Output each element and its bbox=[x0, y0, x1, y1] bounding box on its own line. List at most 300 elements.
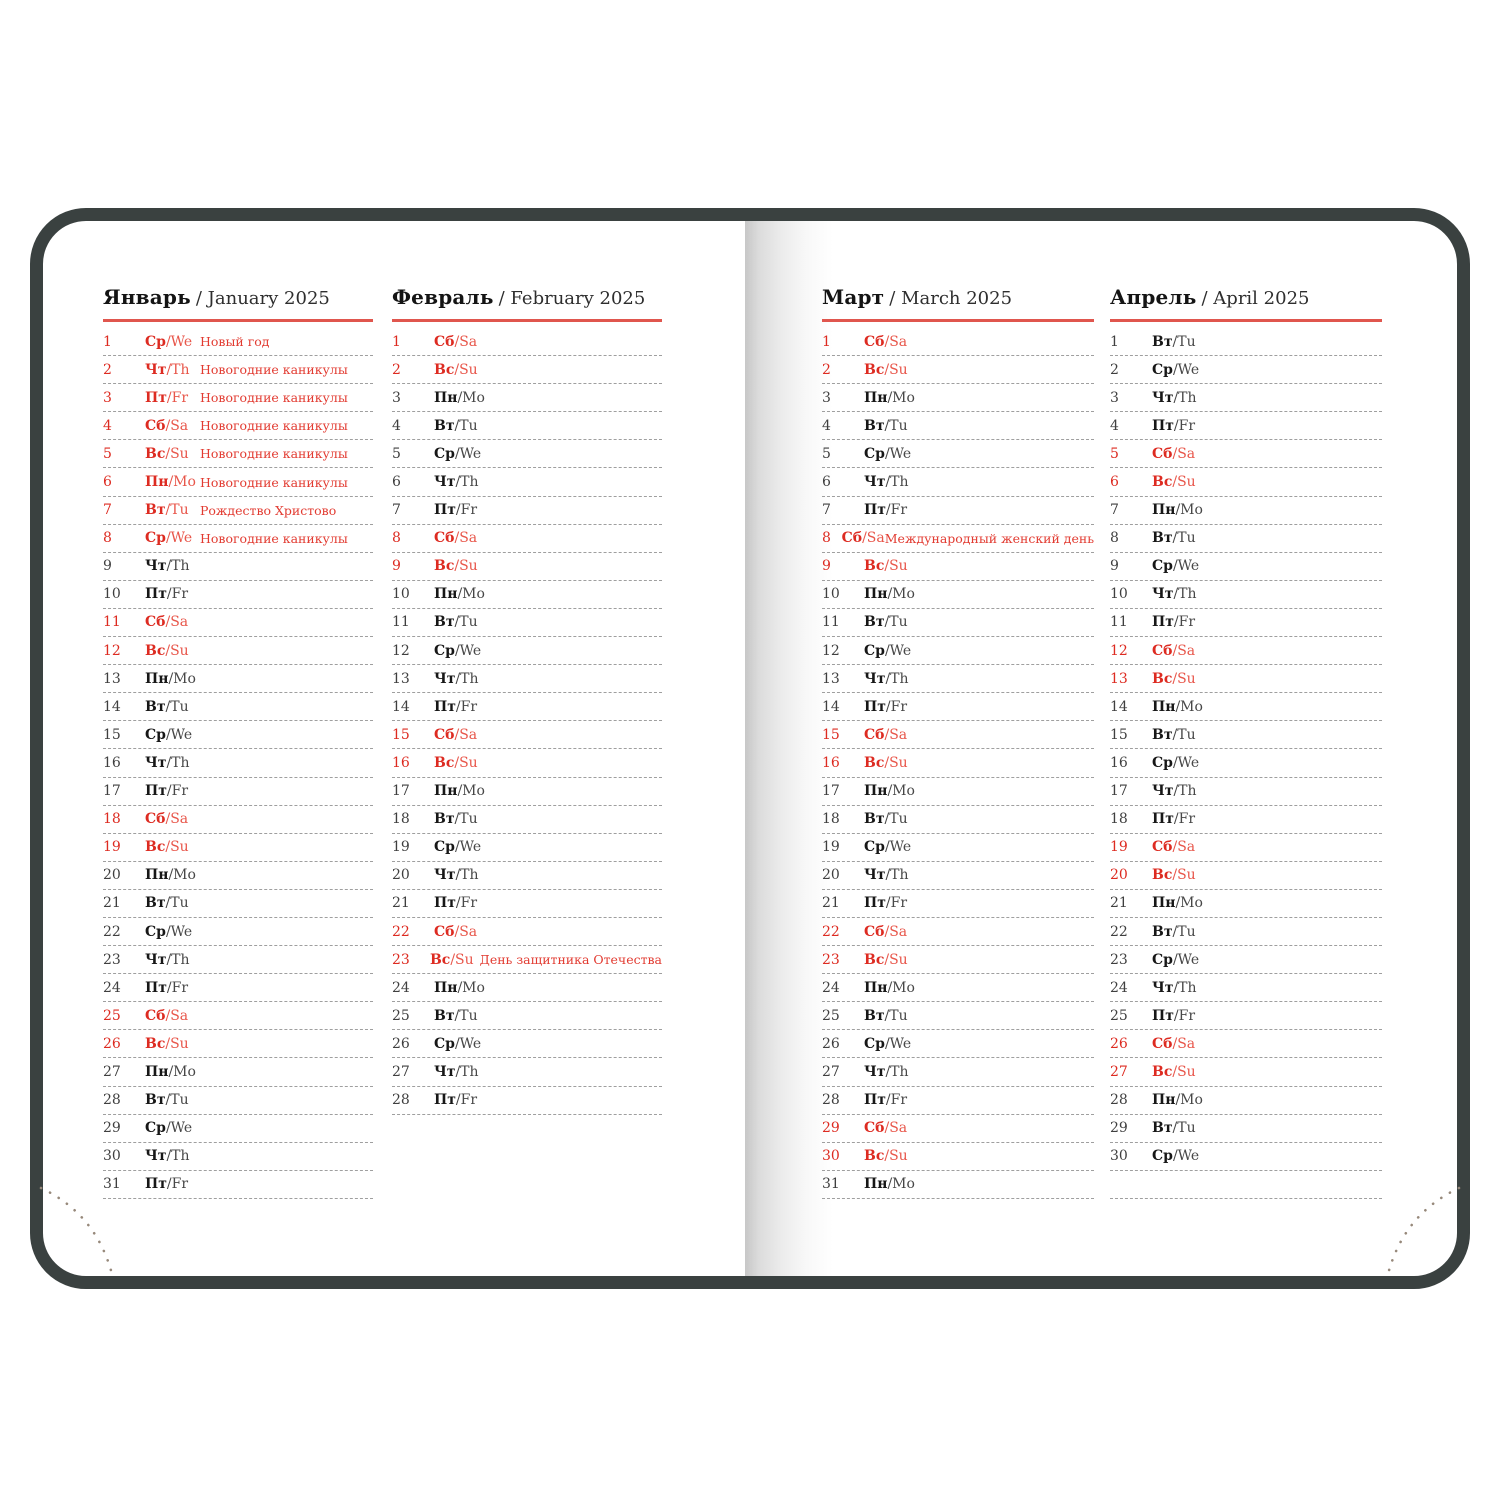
day-row bbox=[1110, 974, 1382, 1002]
day-number: 6 bbox=[822, 474, 831, 491]
day-number: 18 bbox=[822, 811, 840, 828]
day-number: 6 bbox=[1110, 474, 1119, 491]
day-number: 14 bbox=[1110, 698, 1128, 715]
day-number: 11 bbox=[392, 614, 410, 631]
day-row bbox=[822, 356, 1094, 384]
day-row bbox=[822, 412, 1094, 440]
weekday-label: Ср/We bbox=[864, 839, 912, 856]
day-number: 4 bbox=[392, 417, 401, 434]
day-number: 26 bbox=[822, 1035, 840, 1052]
day-number: 28 bbox=[822, 1092, 840, 1109]
day-number: 3 bbox=[103, 389, 112, 406]
day-row bbox=[103, 412, 373, 440]
weekday-label: Пн/Mo bbox=[145, 670, 196, 687]
day-row bbox=[392, 1030, 662, 1058]
day-number: 21 bbox=[1110, 895, 1128, 912]
day-row bbox=[103, 721, 373, 749]
day-number: 29 bbox=[1110, 1120, 1128, 1137]
weekday-label: Чт/Th bbox=[145, 361, 190, 378]
day-number: 19 bbox=[822, 839, 840, 856]
weekday-label: Пт/Fr bbox=[145, 389, 189, 406]
day-row bbox=[822, 1171, 1094, 1199]
day-row bbox=[392, 497, 662, 525]
weekday-label: Ср/We bbox=[145, 530, 193, 547]
day-number: 18 bbox=[392, 811, 410, 828]
day-number: 25 bbox=[822, 1007, 840, 1024]
day-number: 26 bbox=[392, 1035, 410, 1052]
day-number: 3 bbox=[822, 389, 831, 406]
day-number: 5 bbox=[103, 445, 112, 462]
weekday-label: Пт/Fr bbox=[145, 783, 189, 800]
weekday-label: Ср/We bbox=[145, 333, 193, 350]
day-number: 30 bbox=[103, 1148, 121, 1165]
day-number: 24 bbox=[392, 979, 410, 996]
weekday-label: Чт/Th bbox=[864, 1063, 909, 1080]
weekday-label: Чт/Th bbox=[864, 474, 909, 491]
day-row bbox=[392, 609, 662, 637]
day-row bbox=[392, 468, 662, 496]
day-row bbox=[103, 384, 373, 412]
day-number: 1 bbox=[103, 333, 112, 350]
weekday-label: Сб/Sa bbox=[145, 417, 189, 434]
day-row bbox=[103, 918, 373, 946]
day-row bbox=[1110, 637, 1382, 665]
weekday-label: Чт/Th bbox=[434, 670, 479, 687]
day-rows bbox=[392, 328, 662, 1115]
month-title-ru: Апрель bbox=[1110, 285, 1197, 309]
day-number: 28 bbox=[392, 1092, 410, 1109]
day-row bbox=[103, 1171, 373, 1199]
day-row bbox=[822, 862, 1094, 890]
weekday-label: Пн/Mo bbox=[145, 1063, 196, 1080]
weekday-label: Ср/We bbox=[1152, 951, 1200, 968]
weekday-label: Пн/Mo bbox=[864, 389, 915, 406]
day-row bbox=[103, 749, 373, 777]
day-number: 5 bbox=[392, 445, 401, 462]
day-row bbox=[103, 946, 373, 974]
day-number: 28 bbox=[1110, 1092, 1128, 1109]
weekday-label: Чт/Th bbox=[1152, 586, 1197, 603]
weekday-label: Вт/Tu bbox=[145, 895, 189, 912]
day-row bbox=[103, 665, 373, 693]
day-row bbox=[1110, 328, 1382, 356]
day-row bbox=[103, 637, 373, 665]
day-row bbox=[1110, 862, 1382, 890]
day-number: 6 bbox=[103, 474, 112, 491]
day-number: 15 bbox=[392, 726, 410, 743]
weekday-label: Пт/Fr bbox=[434, 698, 478, 715]
day-number: 8 bbox=[1110, 530, 1119, 547]
weekday-label: Вт/Tu bbox=[1152, 333, 1196, 350]
day-number: 4 bbox=[1110, 417, 1119, 434]
day-row bbox=[392, 328, 662, 356]
weekday-label: Вт/Tu bbox=[1152, 530, 1196, 547]
day-number: 21 bbox=[822, 895, 840, 912]
day-number: 19 bbox=[1110, 839, 1128, 856]
day-number: 12 bbox=[392, 642, 410, 659]
day-number: 30 bbox=[822, 1148, 840, 1165]
day-number: 19 bbox=[103, 839, 121, 856]
day-number: 2 bbox=[392, 361, 401, 378]
day-number: 8 bbox=[103, 530, 112, 547]
day-number: 3 bbox=[392, 389, 401, 406]
day-row bbox=[103, 862, 373, 890]
holiday-note: День защитника Отечества bbox=[479, 952, 662, 968]
weekday-label: Вт/Tu bbox=[434, 1007, 478, 1024]
day-number: 4 bbox=[103, 417, 112, 434]
day-row bbox=[392, 525, 662, 553]
day-row bbox=[1110, 1143, 1382, 1171]
weekday-label: Вс/Su bbox=[145, 839, 189, 856]
weekday-label: Пт/Fr bbox=[864, 895, 908, 912]
day-row bbox=[1110, 834, 1382, 862]
day-number: 5 bbox=[1110, 445, 1119, 462]
day-number: 1 bbox=[392, 333, 401, 350]
day-row bbox=[392, 862, 662, 890]
day-row bbox=[1110, 946, 1382, 974]
weekday-label: Сб/Sa bbox=[145, 1007, 189, 1024]
day-row bbox=[822, 946, 1094, 974]
weekday-label: Чт/Th bbox=[145, 754, 190, 771]
day-row bbox=[392, 637, 662, 665]
day-row bbox=[822, 693, 1094, 721]
day-row bbox=[103, 974, 373, 1002]
day-number: 23 bbox=[392, 951, 410, 968]
weekday-label: Пн/Mo bbox=[434, 979, 485, 996]
day-row bbox=[822, 468, 1094, 496]
weekday-label: Вт/Tu bbox=[145, 1092, 189, 1109]
day-number: 24 bbox=[103, 979, 121, 996]
day-row bbox=[822, 749, 1094, 777]
day-number: 17 bbox=[392, 783, 410, 800]
day-row bbox=[1110, 468, 1382, 496]
day-row bbox=[103, 693, 373, 721]
weekday-label: Вт/Tu bbox=[1152, 923, 1196, 940]
day-number: 13 bbox=[822, 670, 840, 687]
day-number: 17 bbox=[1110, 783, 1128, 800]
weekday-label: Вт/Tu bbox=[145, 698, 189, 715]
day-row bbox=[822, 553, 1094, 581]
holiday-note: Новогодние каникулы bbox=[200, 446, 348, 462]
day-number: 24 bbox=[1110, 979, 1128, 996]
weekday-label: Сб/Sa bbox=[1152, 642, 1196, 659]
month-column-january bbox=[103, 284, 373, 1199]
day-row bbox=[392, 946, 662, 974]
weekday-label: Пт/Fr bbox=[864, 502, 908, 519]
day-number: 21 bbox=[392, 895, 410, 912]
weekday-label: Вс/Su bbox=[434, 558, 478, 575]
day-number: 9 bbox=[103, 558, 112, 575]
weekday-label: Сб/Sa bbox=[1152, 1035, 1196, 1052]
day-row bbox=[103, 1058, 373, 1086]
day-row bbox=[1110, 1002, 1382, 1030]
day-row bbox=[103, 1115, 373, 1143]
weekday-label: Сб/Sa bbox=[864, 1120, 908, 1137]
weekday-label: Сб/Sa bbox=[145, 811, 189, 828]
day-number: 2 bbox=[103, 361, 112, 378]
month-column-march bbox=[822, 284, 1094, 1199]
weekday-label: Пт/Fr bbox=[145, 586, 189, 603]
day-number: 1 bbox=[1110, 333, 1119, 350]
weekday-label: Чт/Th bbox=[434, 1063, 479, 1080]
day-row bbox=[822, 1030, 1094, 1058]
weekday-label: Чт/Th bbox=[1152, 783, 1197, 800]
day-row bbox=[1110, 1030, 1382, 1058]
day-row bbox=[392, 918, 662, 946]
day-number: 20 bbox=[1110, 867, 1128, 884]
day-row bbox=[392, 806, 662, 834]
day-row bbox=[392, 440, 662, 468]
weekday-label: Пт/Fr bbox=[434, 895, 478, 912]
weekday-label: Ср/We bbox=[145, 1120, 193, 1137]
month-title bbox=[392, 284, 662, 322]
day-row bbox=[1110, 890, 1382, 918]
day-row bbox=[103, 553, 373, 581]
weekday-label: Ср/We bbox=[145, 726, 193, 743]
day-row bbox=[822, 974, 1094, 1002]
day-number: 9 bbox=[1110, 558, 1119, 575]
day-row bbox=[822, 581, 1094, 609]
weekday-label: Пн/Mo bbox=[434, 586, 485, 603]
day-row bbox=[822, 328, 1094, 356]
month-title bbox=[1110, 284, 1382, 322]
day-number: 10 bbox=[822, 586, 840, 603]
holiday-note: Новогодние каникулы bbox=[200, 418, 348, 434]
day-row bbox=[1110, 609, 1382, 637]
day-row bbox=[1110, 665, 1382, 693]
weekday-label: Чт/Th bbox=[864, 670, 909, 687]
weekday-label: Вт/Tu bbox=[145, 502, 189, 519]
day-number: 3 bbox=[1110, 389, 1119, 406]
weekday-label: Пн/Mo bbox=[1152, 698, 1203, 715]
day-number: 21 bbox=[103, 895, 121, 912]
day-row bbox=[103, 890, 373, 918]
day-row bbox=[392, 356, 662, 384]
weekday-label: Вт/Tu bbox=[864, 1007, 908, 1024]
day-row bbox=[822, 1002, 1094, 1030]
day-number: 10 bbox=[392, 586, 410, 603]
day-number: 29 bbox=[103, 1120, 121, 1137]
weekday-label: Чт/Th bbox=[145, 1148, 190, 1165]
day-row bbox=[103, 806, 373, 834]
month-title-en: / April 2025 bbox=[1201, 288, 1310, 309]
weekday-label: Сб/Sa bbox=[434, 726, 478, 743]
day-row bbox=[392, 693, 662, 721]
day-number: 16 bbox=[103, 754, 121, 771]
day-number: 17 bbox=[103, 783, 121, 800]
weekday-label: Вт/Tu bbox=[434, 811, 478, 828]
day-row bbox=[1110, 497, 1382, 525]
day-number: 8 bbox=[822, 530, 831, 547]
day-row bbox=[822, 721, 1094, 749]
day-row bbox=[1110, 749, 1382, 777]
day-row bbox=[1110, 918, 1382, 946]
day-number: 15 bbox=[822, 726, 840, 743]
weekday-label: Вт/Tu bbox=[864, 417, 908, 434]
weekday-label: Ср/We bbox=[1152, 361, 1200, 378]
day-row bbox=[103, 1030, 373, 1058]
month-title-ru: Январь bbox=[103, 285, 191, 309]
day-row bbox=[103, 468, 373, 496]
day-row bbox=[1110, 1058, 1382, 1086]
day-number: 14 bbox=[103, 698, 121, 715]
day-number: 10 bbox=[1110, 586, 1128, 603]
weekday-label: Вс/Su bbox=[434, 361, 478, 378]
weekday-label: Вс/Su bbox=[434, 754, 478, 771]
weekday-label: Пн/Mo bbox=[145, 474, 196, 491]
day-number: 27 bbox=[103, 1063, 121, 1080]
day-number: 9 bbox=[392, 558, 401, 575]
weekday-label: Вс/Su bbox=[1152, 1063, 1196, 1080]
day-row bbox=[822, 637, 1094, 665]
weekday-label: Вт/Tu bbox=[1152, 1120, 1196, 1137]
day-number: 12 bbox=[1110, 642, 1128, 659]
weekday-label: Пт/Fr bbox=[864, 698, 908, 715]
day-number: 12 bbox=[822, 642, 840, 659]
day-row bbox=[1110, 1115, 1382, 1143]
month-column-february bbox=[392, 284, 662, 1115]
day-number: 1 bbox=[822, 333, 831, 350]
day-row bbox=[822, 778, 1094, 806]
month-title bbox=[103, 284, 373, 322]
weekday-label: Пт/Fr bbox=[1152, 1007, 1196, 1024]
weekday-label: Чт/Th bbox=[434, 474, 479, 491]
day-number: 15 bbox=[103, 726, 121, 743]
day-number: 4 bbox=[822, 417, 831, 434]
day-number: 20 bbox=[103, 867, 121, 884]
day-number: 15 bbox=[1110, 726, 1128, 743]
day-row bbox=[392, 721, 662, 749]
weekday-label: Пн/Mo bbox=[864, 783, 915, 800]
weekday-label: Сб/Sa bbox=[434, 333, 478, 350]
weekday-label: Сб/Sa bbox=[1152, 839, 1196, 856]
day-row bbox=[392, 749, 662, 777]
holiday-note: Новогодние каникулы bbox=[200, 390, 348, 406]
day-row bbox=[392, 1002, 662, 1030]
day-row bbox=[822, 806, 1094, 834]
day-row bbox=[103, 834, 373, 862]
day-number: 23 bbox=[103, 951, 121, 968]
weekday-label: Пн/Mo bbox=[1152, 502, 1203, 519]
day-row bbox=[103, 328, 373, 356]
weekday-label: Ср/We bbox=[864, 642, 912, 659]
weekday-label: Ср/We bbox=[864, 1035, 912, 1052]
weekday-label: Ср/We bbox=[1152, 754, 1200, 771]
day-number: 22 bbox=[392, 923, 410, 940]
weekday-label: Пн/Mo bbox=[145, 867, 196, 884]
weekday-label: Ср/We bbox=[1152, 1148, 1200, 1165]
day-number: 31 bbox=[822, 1176, 840, 1193]
day-number: 11 bbox=[1110, 614, 1128, 631]
day-row bbox=[392, 412, 662, 440]
day-row bbox=[392, 974, 662, 1002]
weekday-label: Чт/Th bbox=[145, 558, 190, 575]
weekday-label: Пт/Fr bbox=[1152, 417, 1196, 434]
day-row bbox=[1110, 581, 1382, 609]
day-number: 18 bbox=[1110, 811, 1128, 828]
day-row bbox=[822, 918, 1094, 946]
weekday-label: Сб/Sa bbox=[434, 923, 478, 940]
day-row bbox=[392, 1087, 662, 1115]
weekday-label: Вс/Su bbox=[145, 445, 189, 462]
day-number: 6 bbox=[392, 474, 401, 491]
weekday-label: Чт/Th bbox=[864, 867, 909, 884]
weekday-label: Пт/Fr bbox=[434, 1092, 478, 1109]
weekday-label: Пт/Fr bbox=[145, 979, 189, 996]
month-title-en: / March 2025 bbox=[889, 288, 1013, 309]
day-number: 26 bbox=[1110, 1035, 1128, 1052]
weekday-label: Ср/We bbox=[434, 445, 482, 462]
weekday-label: Пн/Mo bbox=[1152, 1092, 1203, 1109]
weekday-label: Чт/Th bbox=[145, 951, 190, 968]
weekday-label: Пн/Mo bbox=[864, 979, 915, 996]
day-row bbox=[822, 497, 1094, 525]
weekday-label: Вт/Tu bbox=[864, 614, 908, 631]
day-row bbox=[103, 525, 373, 553]
weekday-label: Чт/Th bbox=[434, 867, 479, 884]
day-row bbox=[1110, 356, 1382, 384]
day-number: 25 bbox=[103, 1007, 121, 1024]
day-number: 14 bbox=[822, 698, 840, 715]
weekday-label: Ср/We bbox=[434, 839, 482, 856]
weekday-label: Вс/Su bbox=[864, 754, 908, 771]
day-number: 13 bbox=[1110, 670, 1128, 687]
holiday-note: Новогодние каникулы bbox=[200, 362, 348, 378]
day-row bbox=[1110, 412, 1382, 440]
weekday-label: Чт/Th bbox=[1152, 979, 1197, 996]
day-row bbox=[103, 356, 373, 384]
weekday-label: Вт/Tu bbox=[1152, 726, 1196, 743]
day-number: 23 bbox=[1110, 951, 1128, 968]
day-number: 16 bbox=[1110, 754, 1128, 771]
weekday-label: Сб/Sa bbox=[864, 333, 908, 350]
month-title bbox=[822, 284, 1094, 322]
day-row bbox=[1110, 693, 1382, 721]
day-number: 14 bbox=[392, 698, 410, 715]
day-row bbox=[822, 890, 1094, 918]
month-title-en: / January 2025 bbox=[195, 288, 330, 309]
holiday-note: Международный женский день bbox=[884, 530, 1094, 546]
day-row bbox=[103, 1087, 373, 1115]
weekday-label: Пт/Fr bbox=[1152, 614, 1196, 631]
day-number: 20 bbox=[822, 867, 840, 884]
weekday-label: Пт/Fr bbox=[434, 502, 478, 519]
day-row bbox=[103, 1002, 373, 1030]
weekday-label: Вс/Su bbox=[1152, 867, 1196, 884]
weekday-label: Пн/Mo bbox=[434, 389, 485, 406]
day-row bbox=[392, 778, 662, 806]
day-row bbox=[822, 1115, 1094, 1143]
day-row bbox=[1110, 553, 1382, 581]
day-number: 2 bbox=[822, 361, 831, 378]
weekday-label: Вс/Su bbox=[145, 1035, 189, 1052]
weekday-label: Пт/Fr bbox=[145, 1176, 189, 1193]
weekday-label: Пн/Mo bbox=[864, 1176, 915, 1193]
day-row bbox=[822, 440, 1094, 468]
day-row bbox=[822, 1058, 1094, 1086]
weekday-label: Сб/Sa bbox=[864, 923, 908, 940]
day-row bbox=[392, 834, 662, 862]
day-rows bbox=[103, 328, 373, 1199]
weekday-label: Вс/Su bbox=[1152, 474, 1196, 491]
day-number: 26 bbox=[103, 1035, 121, 1052]
weekday-label: Пн/Mo bbox=[864, 586, 915, 603]
day-number: 25 bbox=[1110, 1007, 1128, 1024]
day-number: 25 bbox=[392, 1007, 410, 1024]
day-number: 7 bbox=[103, 502, 112, 519]
day-number: 28 bbox=[103, 1092, 121, 1109]
day-number: 17 bbox=[822, 783, 840, 800]
